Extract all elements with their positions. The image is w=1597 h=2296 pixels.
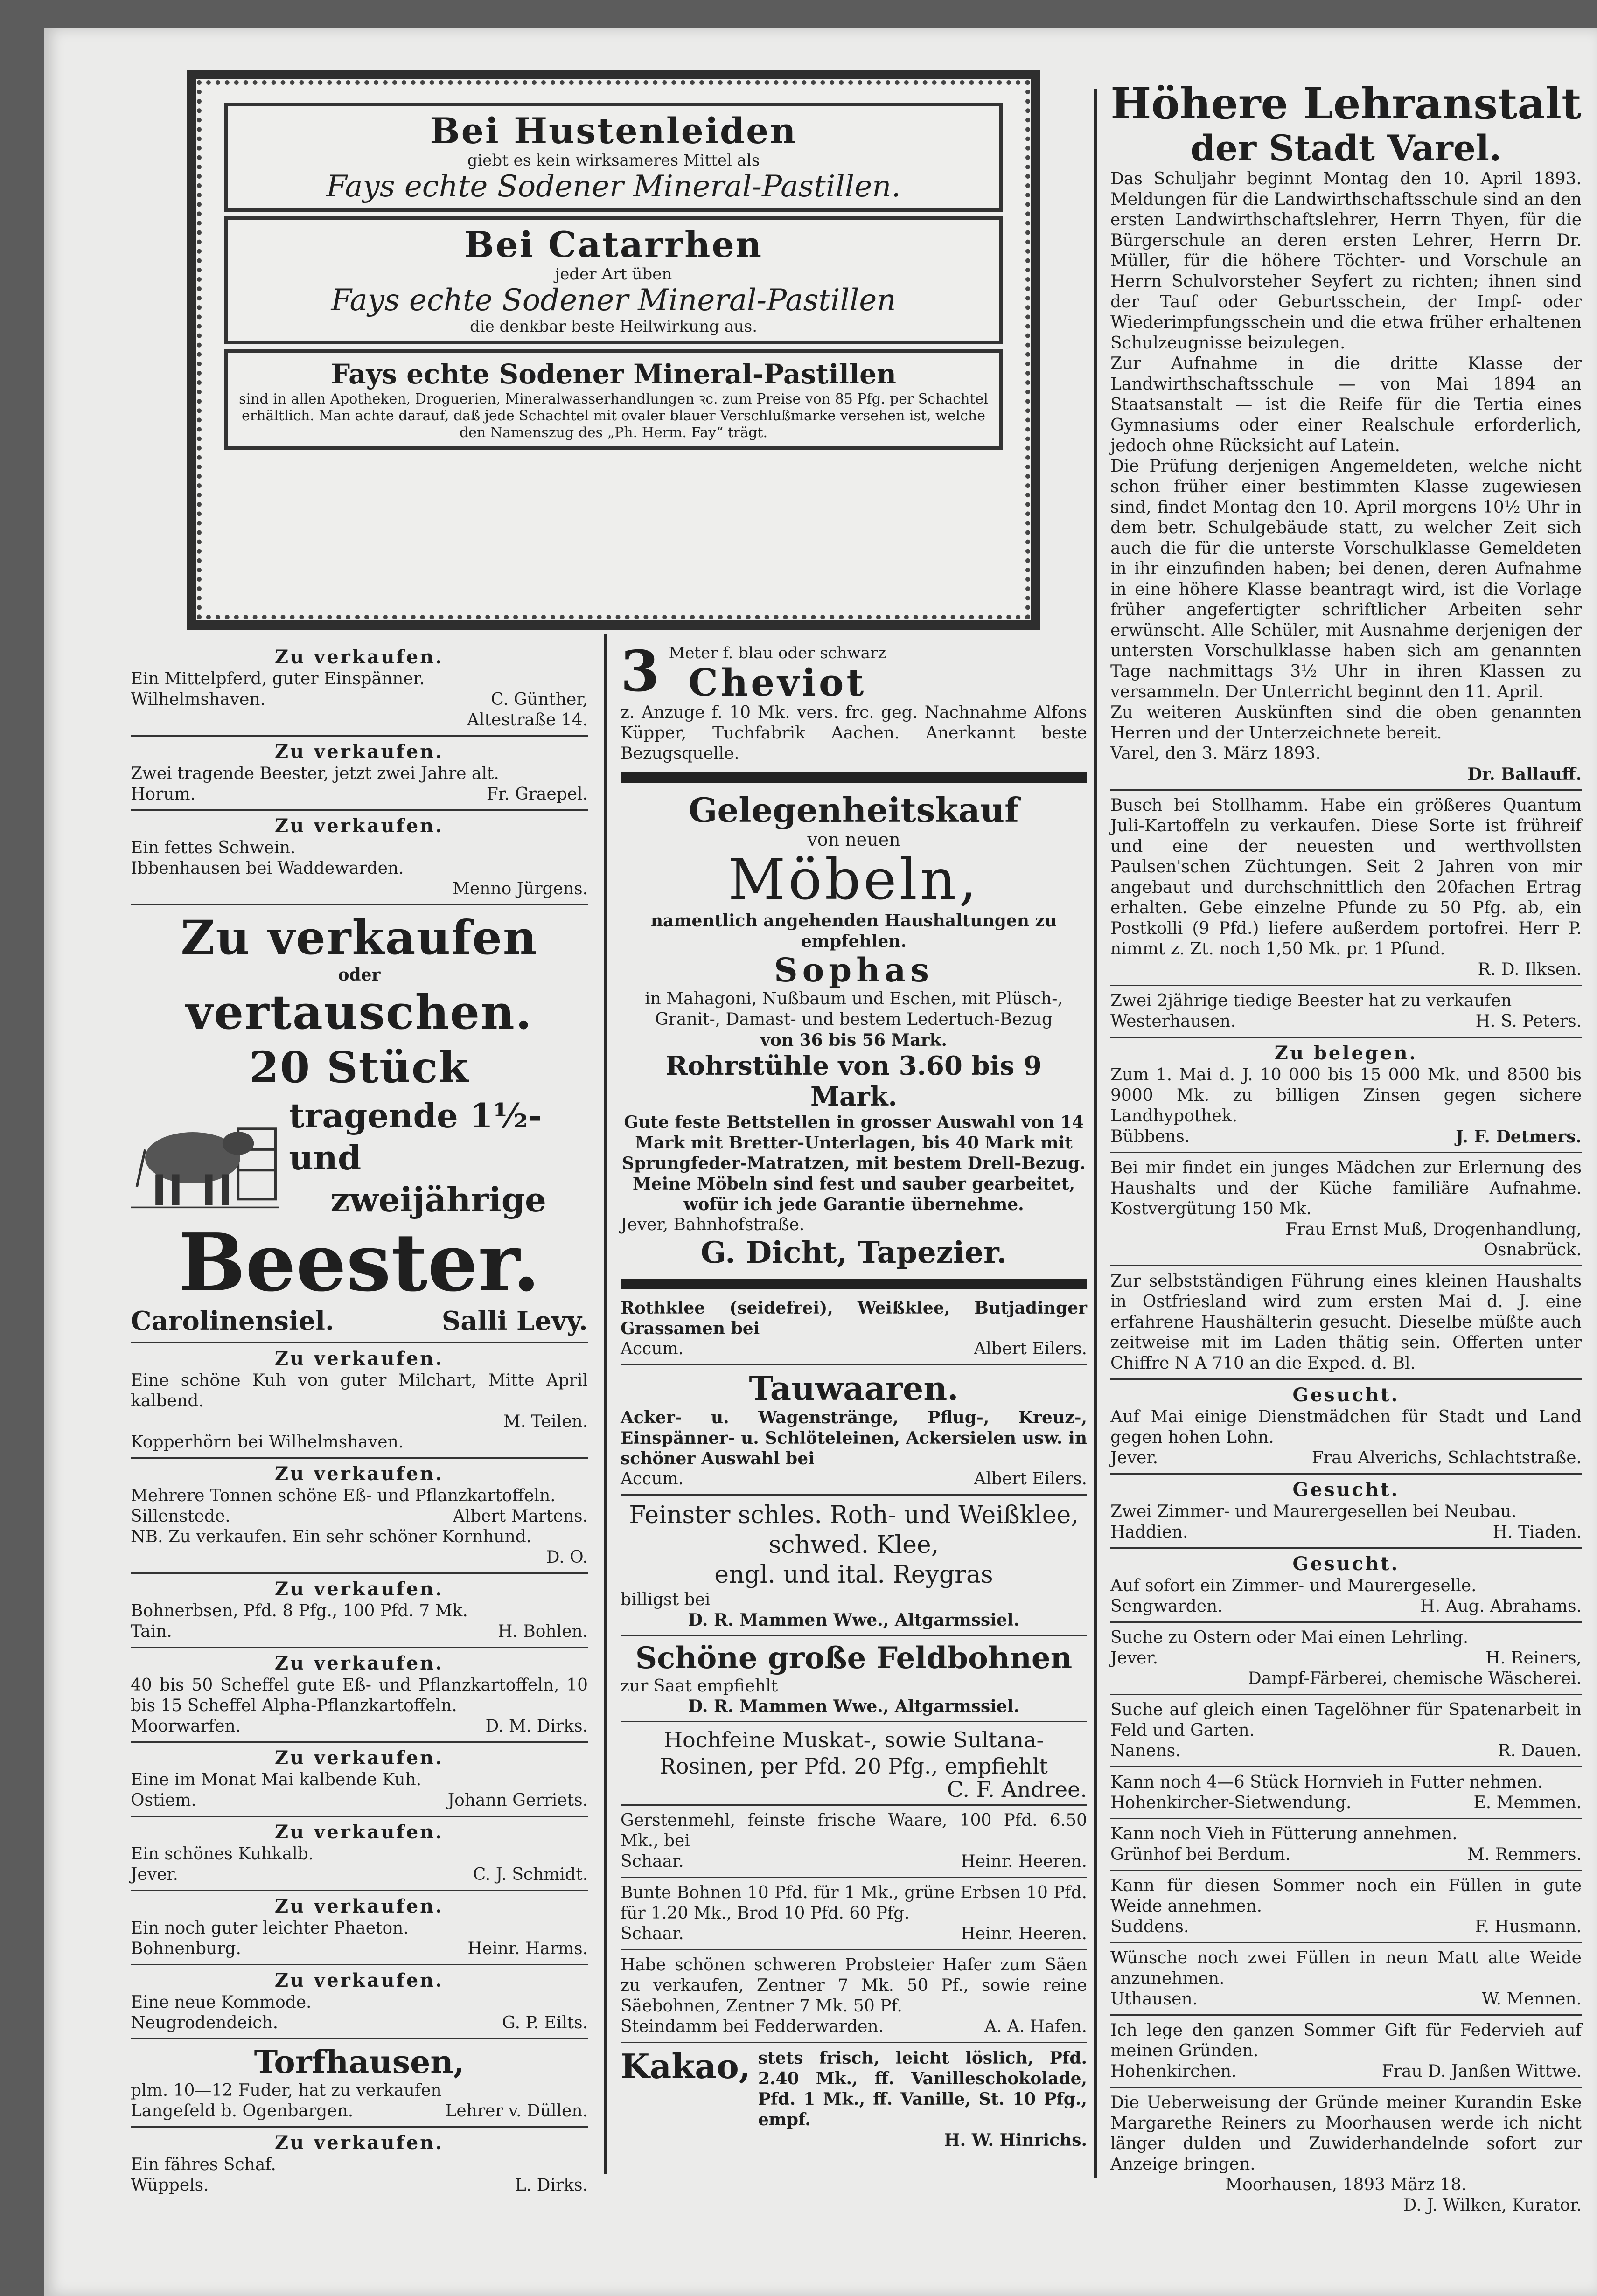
ad-big-title: Höhere Lehranstalt	[1110, 78, 1582, 129]
ad-heading: Zu verkaufen.	[274, 1969, 444, 1991]
classified-ad	[1110, 2093, 1582, 2216]
classified-ad	[1110, 1158, 1582, 1260]
column-a	[131, 644, 588, 2196]
ad-text: Kann noch 4—6 Stück Hornvieh in Futter nehmen.	[1110, 1773, 1543, 1792]
moebel-ad	[621, 791, 1087, 1271]
ad-signature: Albert Eilers.	[974, 1339, 1087, 1358]
classified-ad	[131, 647, 588, 731]
ad-signature: D. R. Mammen Wwe., Altgarmssiel.	[688, 1610, 1019, 1630]
ad-text: Ein fähres Schaf.	[131, 2155, 276, 2174]
ad-text: Eine schöne Kuh von guter Milchart, Mitte April kalbend.	[131, 1371, 588, 1411]
classified-ad	[1110, 1043, 1582, 1147]
ad-place: Steindamm bei Fedderwarden.	[621, 2017, 884, 2036]
lehranstalt-ad	[1110, 79, 1582, 785]
ad-place: Accum.	[621, 1469, 684, 1489]
ad-place: Haddien.	[1110, 1523, 1188, 1542]
ad-place: Grünhof bei Berdum.	[1110, 1845, 1291, 1864]
kartoffel-ad	[1110, 795, 1582, 980]
ad-text: Zwei Zimmer- und Maurergesellen bei Neubau.	[1110, 1502, 1517, 1521]
ad-text: Wünsche noch zwei Füllen in neun Matt alte Weide anzunehmen.	[1110, 1948, 1582, 1988]
ad-place: Wüppels.	[131, 2176, 209, 2195]
ad-text: Die Prüfung derjenigen Angemeldeten, welche nicht schon früher einer bestimmten Klasse zugewiesen sind, findet Montag den 10. April morgens 10½ Uhr in dem betr. Schulgebäude statt, zu welcher Zeit sich auch die für die unterste Vorschulklasse Gemeldeten in ihr einzufinden haben; bei denen, deren Aufnahme in eine höhere Klasse beantragt wird, ist die Vorlage früher angefertigter schriftlicher Arbeiten sehr erwünscht. Alle Schüler, mit Ausnahme derjenigen der untersten Vorschulklasse haben sich am genannten Tage nachmittags 3½ Uhr in ihren Klassen zu versammeln. Der Unterricht beginnt den 11. April.	[1110, 457, 1582, 702]
classified-ad	[1110, 1948, 1582, 2010]
ad-text: sind in allen Apotheken, Droguerien, Mineralwasserhandlungen ꝛc. zum Preise von 85 Pfg. per Schachtel erhältlich. Man achte darauf, daß jede Schachtel mit ovaler blauer Verschlußmarke versehen ist, welche den Namenszug des „Ph. Herm. Fay“ trägt.	[239, 391, 988, 441]
ad-title: Tauwaaren.	[749, 1369, 959, 1408]
ad-signature: H. Bohlen.	[497, 1622, 588, 1641]
torfhausen-ad	[131, 2044, 588, 2122]
ad-signature: G. Dicht, Tapezier.	[700, 1235, 1007, 1270]
ad-signature: Menno Jürgens.	[453, 879, 588, 898]
ad-text: NB. Zu verkaufen. Ein sehr schöner Kornhund.	[131, 1527, 532, 1546]
ad-text: Mehrere Tonnen schöne Eß- und Pflanzkartoffeln.	[131, 1486, 556, 1505]
ad-signature: C. Günther,	[491, 690, 588, 709]
classified-ad	[131, 2132, 588, 2196]
ad-place: Sengwarden.	[1110, 1597, 1223, 1616]
classified-ad	[1110, 991, 1582, 1032]
ad-text: 40 bis 50 Scheffel gute Eß- und Pflanzkartoffeln, 10 bis 15 Scheffel Alpha-Pflanzkartoffeln.	[131, 1676, 588, 1715]
ad-place: Kopperhörn bei Wilhelmshaven.	[131, 1433, 404, 1452]
ad-place: Neugrodendeich.	[131, 2013, 279, 2032]
ad-big-title: zweijährige	[330, 1180, 546, 1219]
ad-signature: H. Tiaden.	[1492, 1523, 1582, 1542]
ad-text: zur Saat empfiehlt	[621, 1677, 778, 1696]
gerstenmehl-ad	[621, 1810, 1087, 1872]
ad-title: der Stadt Varel.	[1190, 127, 1502, 169]
ad-text: Zwei tragende Beester, jetzt zwei Jahre alt.	[131, 764, 499, 783]
ad-signature: Heinr. Harms.	[467, 1939, 588, 1958]
ad-text: Hochfeine Muskat-, sowie Sultana-Rosinen, per Pfd. 20 Pfg., empfiehlt	[660, 1727, 1048, 1779]
classified-ad	[1110, 1700, 1582, 1761]
ad-signature: D. M. Dirks.	[485, 1717, 588, 1736]
ad-text: Ein schönes Kuhkalb.	[131, 1844, 314, 1864]
ad-big-title: vertauschen.	[186, 985, 533, 1040]
ad-signature: H. S. Peters.	[1475, 1012, 1582, 1031]
classified-ad	[131, 1747, 588, 1811]
ad-signature: Heinr. Heeren.	[961, 1924, 1087, 1943]
ad-text: plm. 10—12 Fuder, hat zu verkaufen	[131, 2081, 442, 2100]
classified-ad	[1110, 1479, 1582, 1543]
classified-ad	[131, 815, 588, 899]
ad-date: Moorhausen, 1893 März 18.	[1225, 2175, 1467, 2194]
ad-title: Sophas	[774, 951, 934, 989]
ad-address: Altestraße 14.	[467, 710, 588, 730]
ad-signature: J. F. Detmers.	[1456, 1127, 1582, 1147]
column-b	[621, 639, 1087, 2150]
ad-box-husten	[224, 103, 1003, 212]
ad-heading: Zu verkaufen.	[274, 741, 444, 763]
column-rule	[1094, 89, 1097, 2178]
ad-heading: Zu verkaufen.	[274, 1652, 444, 1674]
ad-text: stets frisch, leicht löslich, Pfd. 2.40 Mk., ff. Vanilleschokolade, Pfd. 1 Mk., ff. Vanille, St. 10 Pfg., empf.	[758, 2048, 1087, 2129]
ad-text: billigst bei	[621, 1590, 711, 1609]
ad-product-name: Fays echte Sodener Mineral-Pastillen	[330, 358, 897, 390]
ad-place: Nanens.	[1110, 1741, 1181, 1760]
ad-title: Kakao,	[621, 2046, 751, 2086]
classified-ad	[1110, 1553, 1582, 1617]
cheviot-ad	[621, 639, 1087, 704]
classified-ad	[131, 1970, 588, 2033]
ad-title: Rohrstühle von 3.60 bis 9 Mark.	[666, 1051, 1042, 1112]
ad-signature: Salli Levy.	[441, 1306, 588, 1336]
ad-text: Ein noch guter leichter Phaeton.	[131, 1919, 409, 1938]
ad-text: in Mahagoni, Nußbaum und Eschen, mit Plüsch-, Granit-, Damast- und bestem Ledertuch-Bezug	[645, 989, 1063, 1029]
ad-title: Schöne große Feldbohnen	[635, 1641, 1073, 1676]
ad-signature: A. A. Hafen.	[984, 2017, 1087, 2036]
ad-text: Meter f. blau oder schwarz	[669, 644, 886, 662]
ad-place: Wilhelmshaven.	[131, 690, 265, 709]
ad-text: Suche auf gleich einen Tagelöhner für Spatenarbeit in Feld und Garten.	[1110, 1700, 1582, 1740]
ad-signature: G. P. Eilts.	[502, 2013, 588, 2032]
tauwaaren-ad	[621, 1370, 1087, 1489]
ad-big-title: tragende 1½- und	[289, 1096, 542, 1177]
ad-title: Gelegenheitskauf	[688, 790, 1019, 830]
ad-text: Gerstenmehl, feinste frische Waare, 100 Pfd. 6.50 Mk., bei	[621, 1811, 1087, 1851]
ad-title: Bei Hustenleiden	[430, 110, 797, 152]
ad-signature: Dr. Ballauff.	[1467, 765, 1582, 784]
ad-signature: Fr. Graepel.	[486, 785, 588, 804]
ad-text: Zur selbstständigen Führung eines kleinen Haushalts in Ostfriesland wird zum ersten Mai d. J. eine erfahrene Haushälterin gesucht. Dieselbe müßte auch zeitweise mit im Laden thätig sein. Offerten unter Chiffre N A 710 an die Exped. d. Bl.	[1110, 1272, 1582, 1373]
ad-text: namentlich angehenden Haushaltungen zu empfehlen.	[650, 911, 1057, 951]
ad-text: Eine neue Kommode.	[131, 1993, 312, 2012]
ad-text: Busch bei Stollhamm. Habe ein größeres Quantum Juli-Kartoffeln zu verkaufen. Diese Sorte ist frühreif und eine der neuesten und werthvollsten Paulsen'schen Züchtungen. Seit 2 Jahren von mir angebaut und durchschnittlich den 20fachen Ertrag erhalten. Gebe einzelne Pfunde zu 50 Pfg. ab, ein Postkolli (9 Pfd.) liefere außerdem portofrei. Herr P. nimmt z. Zt. noch 1,50 Mk. pr. 1 Pfund.	[1110, 796, 1582, 959]
ad-signature: H. W. Hinrichs.	[944, 2130, 1087, 2150]
ad-text: Das Schuljahr beginnt Montag den 10. April 1893. Meldungen für die Landwirthschaftsschule sind an den ersten Landwirthschaftslehrer, Herrn Thyen, für die Bürgerschule an deren ersten Lehrer, Herrn Dr. Müller, für die höhere Töchter- und Vorschule an Herrn Schulvorsteher Seyfert zu richten; ihnen sind der Tauf oder Geburtsschein, der Impf- oder Wiederimpfungsschein und die etwa früher erhaltenen Schulzeugnisse beizulegen.	[1110, 169, 1582, 353]
ad-signature: W. Mennen.	[1481, 1990, 1582, 2009]
ad-text: oder	[338, 965, 381, 985]
classified-ad	[131, 1653, 588, 1737]
ad-place: Suddens.	[1110, 1917, 1189, 1936]
classified-ad	[1110, 1271, 1582, 1374]
ad-place: Schaar.	[621, 1924, 684, 1943]
ad-number: 3	[621, 639, 660, 704]
ad-text: Die Ueberweisung der Gründe meiner Kurandin Eske Margarethe Reiners zu Moorhausen werde ich nicht länger dulden und Zuwiderhandelnde sofort zur Anzeige bringen.	[1110, 2093, 1582, 2174]
ad-signature: Heinr. Heeren.	[961, 1852, 1087, 1871]
ad-title: schwed. Klee,	[768, 1531, 939, 1559]
cattle-ad	[131, 910, 588, 1337]
ad-address: Dampf-Färberei, chemische Wäscherei.	[1248, 1669, 1582, 1688]
ad-text: Zur Aufnahme in die dritte Klasse der Landwirthschaftsschule — von Mai 1894 an Staatsanstalt — ist die Reife für die Tertia eines Gymnasiums oder einer Realschule erforderlich, jedoch ohne Rücksicht auf Latein.	[1110, 354, 1582, 455]
ad-text: Meine Möbeln sind fest und sauber gearbeitet, wofür ich jede Garantie übernehme.	[632, 1174, 1075, 1214]
ad-heading: Gesucht.	[1292, 1553, 1400, 1575]
ad-signature: E. Memmen.	[1473, 1793, 1582, 1812]
ad-title: Feinster schles. Roth- und Weißklee,	[629, 1501, 1079, 1529]
ad-text: Auf sofort ein Zimmer- und Maurergeselle.	[1110, 1576, 1477, 1595]
ad-signature: D. O.	[546, 1548, 588, 1567]
ad-box-info	[224, 349, 1003, 450]
ad-text: Suche zu Ostern oder Mai einen Lehrling.	[1110, 1628, 1469, 1647]
ad-text: Jever, Bahnhofstraße.	[621, 1215, 805, 1234]
ad-place: Bübbens.	[1110, 1127, 1190, 1146]
ad-signature: M. Remmers.	[1467, 1845, 1582, 1864]
ad-text: Bei mir findet ein junges Mädchen zur Erlernung des Haushalts und der Küche familiäre Aufnahme. Kostvergütung 150 Mk.	[1110, 1158, 1582, 1218]
ad-signature: L. Dirks.	[515, 2176, 588, 2195]
ad-text: Bohnerbsen, Pfd. 8 Pfg., 100 Pfd. 7 Mk.	[131, 1601, 468, 1621]
ad-heading: Zu verkaufen.	[274, 1463, 444, 1485]
column-rule	[604, 634, 607, 2174]
ad-text: Zwei 2jährige tiedige Beester hat zu verkaufen	[1110, 991, 1512, 1010]
bohnen-erbsen-ad	[621, 1883, 1087, 1944]
kakao-ad	[621, 2048, 1087, 2150]
ad-text: Gute feste Bettstellen in grosser Auswahl von 14 Mark mit Bretter-Unterlagen, bis 40 Mark mit Sprungfeder-Matratzen, mit bestem Drell-Bezug.	[622, 1113, 1086, 1173]
classified-ad	[131, 1896, 588, 1959]
ad-address: Osnabrück.	[1484, 1240, 1582, 1259]
ad-product-name: Fays echte Sodener Mineral-Pastillen	[331, 283, 896, 318]
ad-text: Ein fettes Schwein.	[131, 838, 296, 857]
ad-text: Ein Mittelpferd, guter Einspänner.	[131, 669, 425, 689]
ad-place: Hohenkirchen.	[1110, 2062, 1237, 2081]
ad-big-title: Möbeln,	[728, 848, 980, 912]
ad-text: Auf Mai einige Dienstmädchen für Stadt und Land gegen hohen Lohn.	[1110, 1407, 1582, 1447]
ad-signature: H. Reiners,	[1485, 1649, 1582, 1668]
ad-text: Kann für diesen Sommer noch ein Füllen in gute Weide annehmen.	[1110, 1876, 1582, 1916]
ad-place: Tain.	[131, 1622, 172, 1641]
ad-title: Bei Catarrhen	[464, 224, 763, 265]
classified-ad	[1110, 1628, 1582, 1689]
ad-place: Uthausen.	[1110, 1990, 1198, 2009]
classified-ad	[131, 741, 588, 805]
ad-place: Langefeld b. Ogenbargen.	[131, 2101, 354, 2121]
ad-place: Jever.	[131, 1865, 179, 1884]
classified-ad	[131, 1579, 588, 1642]
ad-heading: Gesucht.	[1292, 1384, 1400, 1406]
ad-signature: Frau Alverichs, Schlachtstraße.	[1311, 1448, 1582, 1468]
ad-big-title: Zu verkaufen	[181, 910, 538, 965]
classified-ad	[1110, 1772, 1582, 1813]
ad-subtitle: giebt es kein wirksameres Mittel als	[467, 151, 760, 170]
ad-date: Varel, den 3. März 1893.	[1110, 744, 1321, 763]
ad-text: Habe schönen schweren Probsteier Hafer zum Säen zu verkaufen, Zentner 7 Mk. 50 Pf., sowie reine Säebohnen, Zentner 7 Mk. 50 Pf.	[621, 1955, 1087, 2016]
ad-text: Acker- u. Wagenstränge, Pflug-, Kreuz-, Einspänner- u. Schlöteleinen, Ackersielen usw. in schöner Auswahl bei	[621, 1408, 1087, 1468]
ad-heading: Zu verkaufen.	[274, 2132, 444, 2154]
classified-ad	[1110, 1385, 1582, 1468]
ad-place: Schaar.	[621, 1852, 684, 1871]
ad-title: Torfhausen,	[254, 2044, 465, 2081]
ad-signature: C. F. Andree.	[947, 1777, 1087, 1802]
classified-ad	[131, 1463, 588, 1568]
fay-pastillen-ad	[187, 70, 1040, 630]
ad-place: Ibbenhausen bei Waddewarden.	[131, 859, 404, 878]
rosinen-ad	[621, 1727, 1087, 1800]
ad-text: von neuen	[807, 829, 900, 850]
ad-place: Horum.	[131, 785, 196, 804]
ad-place: Ostiem.	[131, 1791, 196, 1810]
klee-ad	[621, 1298, 1087, 1359]
klee-seed-ad	[621, 1500, 1087, 1630]
ad-subtitle: die denkbar beste Heilwirkung aus.	[469, 317, 758, 336]
feldbohnen-ad	[621, 1641, 1087, 1716]
cow-icon	[131, 1097, 279, 1218]
ad-signature: F. Husmann.	[1475, 1917, 1582, 1936]
column-c	[1110, 79, 1582, 2216]
ad-signature: Frau Ernst Muß, Drogenhandlung,	[1285, 1220, 1582, 1239]
ad-place: Hohenkircher-Sietwendung.	[1110, 1793, 1352, 1812]
ad-text: Rothklee (seidefrei), Weißklee, Butjadinger Grassamen bei	[621, 1298, 1087, 1338]
ad-box-catarrhen	[224, 216, 1003, 344]
ad-heading: Zu verkaufen.	[274, 1747, 444, 1769]
classified-ad	[1110, 1824, 1582, 1865]
ad-title: engl. und ital. Reygras	[714, 1561, 993, 1589]
ad-product-name: Fays echte Sodener Mineral-Pastillen.	[326, 169, 901, 204]
ad-text: Kann noch Vieh in Fütterung annehmen.	[1110, 1824, 1458, 1844]
ad-place: Jever.	[1110, 1448, 1158, 1468]
ad-signature: R. D. Ilksen.	[1478, 960, 1582, 979]
ad-heading: Zu verkaufen.	[274, 1348, 444, 1370]
ad-heading: Gesucht.	[1292, 1479, 1400, 1501]
ad-text: Bunte Bohnen 10 Pfd. für 1 Mk., grüne Erbsen 10 Pfd. für 1.20 Mk., Brod 10 Pfd. 60 Pfg.	[621, 1883, 1087, 1923]
ad-big-title: 20 Stück	[249, 1042, 469, 1092]
ad-place: Sillenstede.	[131, 1507, 230, 1526]
ad-text: Ich lege den ganzen Sommer Gift für Federvieh auf meinen Gründen.	[1110, 2021, 1582, 2060]
ad-heading: Zu belegen.	[1274, 1042, 1418, 1064]
ad-place: Moorwarfen.	[131, 1717, 241, 1736]
ad-signature: M. Teilen.	[503, 1412, 588, 1431]
ad-text: z. Anzuge f. 10 Mk. vers. frc. geg. Nachnahme Alfons Küpper, Tuchfabrik Aachen. Anerkannt beste Bezugsquelle.	[621, 703, 1087, 763]
ad-place: Carolinensiel.	[131, 1306, 335, 1336]
ad-place: Jever.	[1110, 1649, 1158, 1668]
ad-place: Westerhausen.	[1110, 1012, 1236, 1031]
ad-text: von 36 bis 56 Mark.	[760, 1030, 948, 1050]
ad-signature: Albert Martens.	[453, 1507, 588, 1526]
ad-subtitle: jeder Art üben	[555, 265, 672, 284]
ad-heading: Zu verkaufen.	[274, 1821, 444, 1843]
ad-text: Zum 1. Mai d. J. 10 000 bis 15 000 Mk. und 8500 bis 9000 Mk. zu billigen Zinsen gegen sichere Landhypothek.	[1110, 1065, 1582, 1126]
ad-big-title: Beester.	[178, 1216, 540, 1309]
classified-ad	[131, 1822, 588, 1885]
ad-signature: D. R. Mammen Wwe., Altgarmssiel.	[688, 1697, 1019, 1716]
ad-text: Eine im Monat Mai kalbende Kuh.	[131, 1770, 422, 1789]
classified-ad	[131, 1348, 588, 1453]
classified-ad	[1110, 1876, 1582, 1937]
ad-signature: R. Dauen.	[1498, 1741, 1582, 1760]
ad-heading: Zu verkaufen.	[274, 646, 444, 668]
ad-place: Bohnenburg.	[131, 1939, 241, 1958]
ad-heading: Zu verkaufen.	[274, 815, 444, 837]
classified-ad	[1110, 2020, 1582, 2082]
ad-signature: Frau D. Janßen Wittwe.	[1381, 2062, 1582, 2081]
hafer-ad	[621, 1955, 1087, 2037]
ad-signature: Johann Gerriets.	[447, 1791, 588, 1810]
ad-place: Accum.	[621, 1339, 684, 1358]
ad-signature: Lehrer v. Düllen.	[445, 2101, 588, 2121]
ad-signature: C. J. Schmidt.	[473, 1865, 588, 1884]
ad-heading: Zu verkaufen.	[274, 1895, 444, 1917]
ad-heading: Zu verkaufen.	[274, 1578, 444, 1600]
ad-signature: Albert Eilers.	[974, 1469, 1087, 1489]
ad-text: Zu weiteren Auskünften sind die oben genannten Herren und der Unterzeichnete bereit.	[1110, 703, 1582, 743]
ad-signature: H. Aug. Abrahams.	[1420, 1597, 1582, 1616]
ad-title: Cheviot	[688, 661, 867, 704]
ad-signature: D. J. Wilken, Kurator.	[1403, 2196, 1582, 2215]
